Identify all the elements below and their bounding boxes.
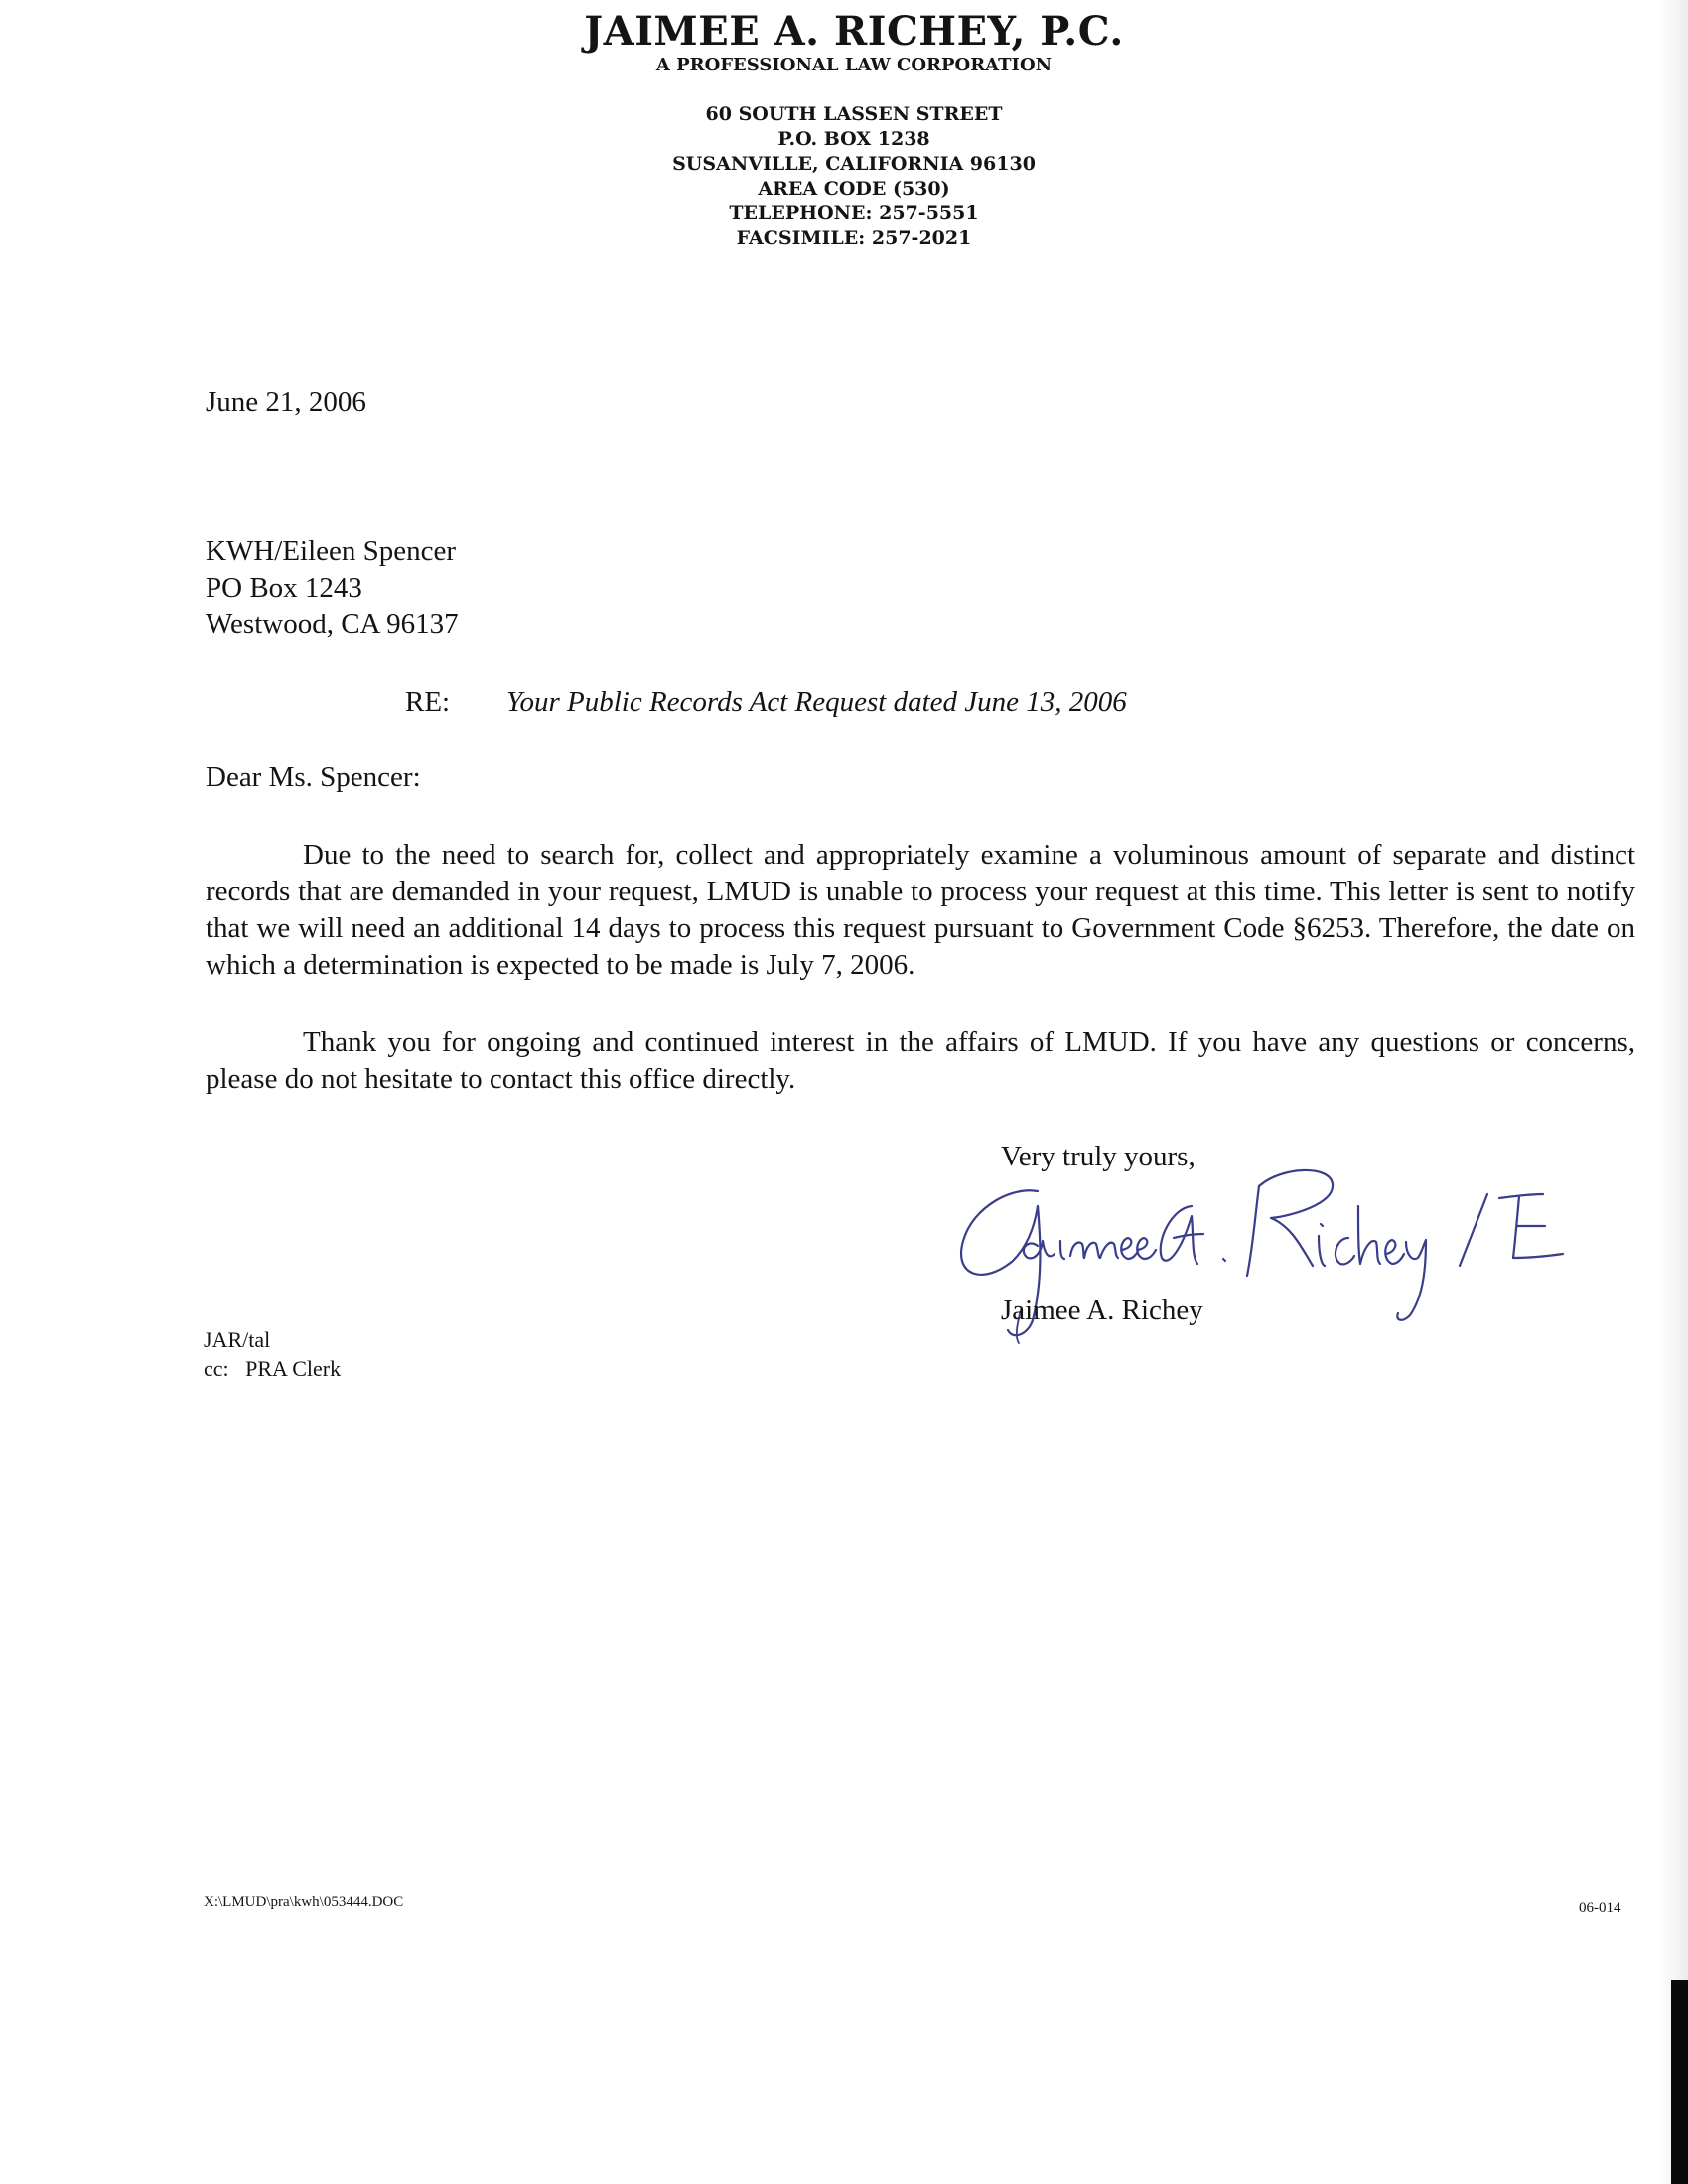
- body-paragraph-1: [206, 837, 1635, 984]
- body-paragraph-2-text: Thank you for ongoing and continued interest in the affairs of LMUD. If you have any questions or concerns, please do not hesitate to contact this office directly.: [206, 1026, 1635, 1095]
- address-line-street: 60 SOUTH LASSEN STREET: [705, 103, 1003, 125]
- address-line-telephone: TELEPHONE: 257-5551: [729, 203, 979, 224]
- scan-fold-shadow: [1656, 0, 1688, 2184]
- address-line-city: SUSANVILLE, CALIFORNIA 96130: [672, 153, 1036, 175]
- firm-subtitle: A PROFESSIONAL LAW CORPORATION: [655, 55, 1053, 75]
- signer-name: Jaimee A. Richey: [1001, 1295, 1203, 1326]
- body-paragraph-2: [206, 1024, 1635, 1098]
- cc-line: cc: PRA Clerk: [204, 1356, 342, 1381]
- letter-date: June 21, 2006: [206, 386, 366, 418]
- recipient-line-pobox: PO Box 1243: [206, 572, 362, 604]
- document-code: 06-014: [1579, 1900, 1621, 1916]
- recipient-line-city: Westwood, CA 96137: [206, 609, 459, 640]
- scan-edge-mark: [1671, 1980, 1688, 2184]
- address-line-pobox: P.O. BOX 1238: [777, 128, 930, 150]
- typist-initials: JAR/tal: [204, 1327, 271, 1352]
- recipient-line-name: KWH/Eileen Spencer: [206, 535, 457, 567]
- salutation: Dear Ms. Spencer:: [206, 761, 421, 793]
- recipient-address: [206, 533, 459, 643]
- firm-name: JAIMEE A. RICHEY, P.C.: [584, 8, 1124, 55]
- address-line-areacode: AREA CODE (530): [758, 178, 950, 200]
- re-label: RE:: [405, 686, 451, 718]
- address-line-facsimile: FACSIMILE: 257-2021: [736, 227, 972, 249]
- body-paragraph-1-text: Due to the need to search for, collect and appropriately examine a voluminous amount of separate and distinct records that are demanded in your request, LMUD is unable to process your request at this time. This letter is sent to notify that we will need an additional 14 days to process this request pursuant to Government Code §6253. Therefore, the date on which a determination is expected to be made is July 7, 2006.: [206, 839, 1635, 981]
- re-subject: Your Public Records Act Request dated June 13, 2006: [506, 686, 1127, 718]
- file-path: X:\LMUD\pra\kwh\053444.DOC: [204, 1894, 404, 1910]
- closing: Very truly yours,: [1001, 1141, 1196, 1172]
